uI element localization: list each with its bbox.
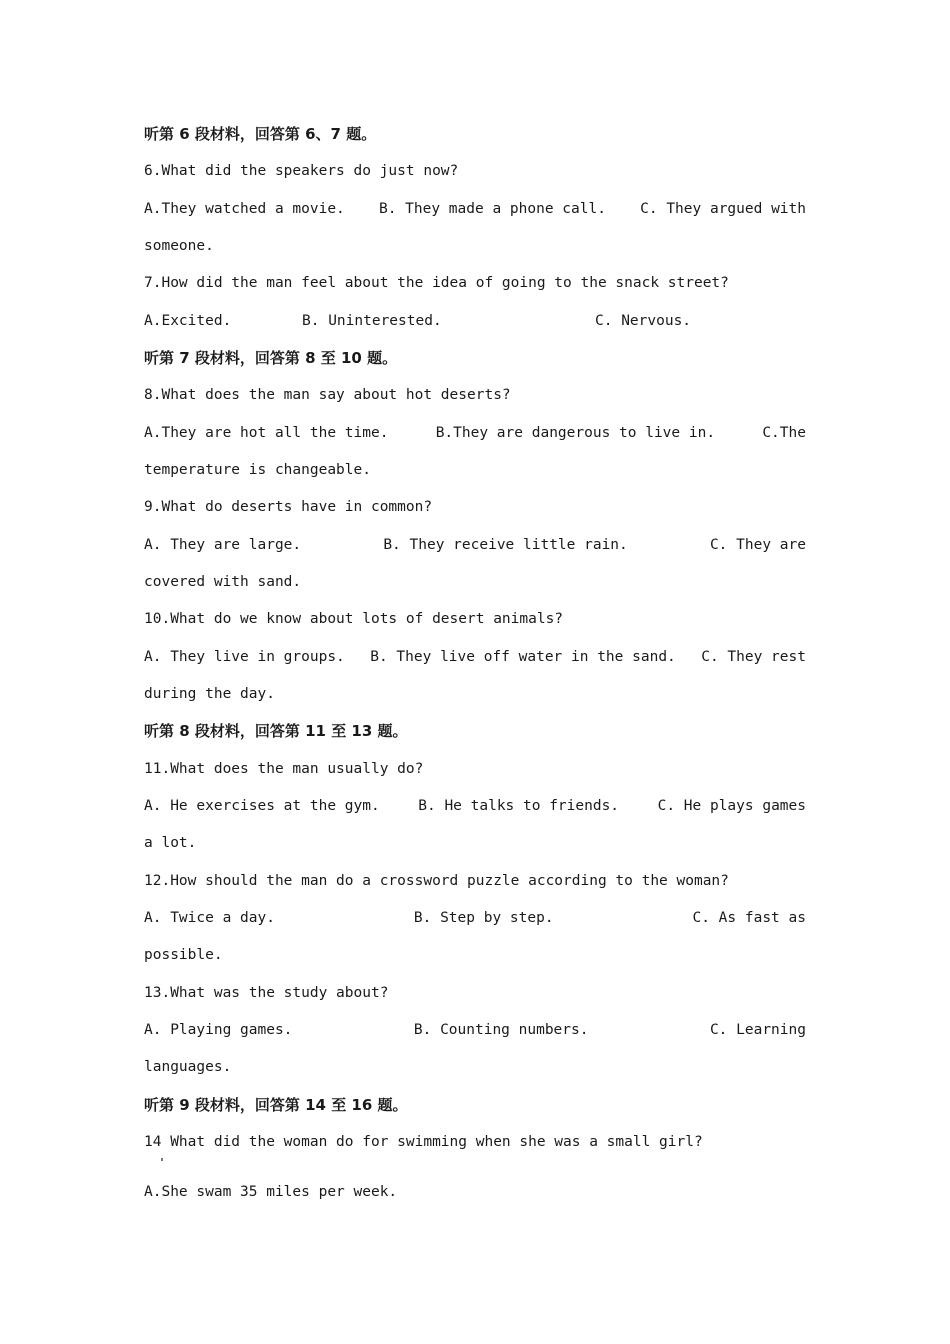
question-8-option-c-continued: temperature is changeable. xyxy=(144,462,371,478)
section-heading-7: 听第 7 段材料，回答第 8 至 10 题。 xyxy=(144,349,398,367)
option-a: A. He exercises at the gym. xyxy=(144,798,380,814)
option-b: B. Step by step. xyxy=(413,910,554,926)
question-10-option-c-continued: during the day. xyxy=(144,686,275,702)
question-6-stem: 6.What did the speakers do just now? xyxy=(144,163,459,179)
question-6-options xyxy=(144,199,806,219)
option-b: B.They are dangerous to live in. xyxy=(435,425,716,441)
question-11-option-c-continued: a lot. xyxy=(144,835,197,851)
option-c: C. They argued with xyxy=(640,201,806,217)
option-b: B. Counting numbers. xyxy=(413,1022,589,1038)
option-a: A.They are hot all the time. xyxy=(144,425,389,441)
option-a: A. Twice a day. xyxy=(144,910,275,926)
option-c: C. He plays games xyxy=(657,798,806,814)
option-a: A. Playing games. xyxy=(144,1022,293,1038)
option-c: C. Nervous. xyxy=(595,313,692,329)
option-c: C.The xyxy=(762,425,806,441)
option-a: A. They live in groups. xyxy=(144,649,345,665)
question-12-option-c-continued: possible. xyxy=(144,947,223,963)
question-9-stem: 9.What do deserts have in common? xyxy=(144,499,433,515)
section-heading-8: 听第 8 段材料，回答第 11 至 13 题。 xyxy=(144,722,408,740)
option-c: C. As fast as xyxy=(692,910,806,926)
question-7-stem: 7.How did the man feel about the idea of going to the snack street? xyxy=(144,275,729,291)
stray-mark xyxy=(161,1158,163,1161)
option-b: B. They live off water in the sand. xyxy=(370,649,676,665)
question-11-stem: 11.What does the man usually do? xyxy=(144,761,424,777)
option-a: A.They watched a movie. xyxy=(144,201,345,217)
question-13-stem: 13.What was the study about? xyxy=(144,985,389,1001)
option-b: B. They receive little rain. xyxy=(383,537,628,553)
option-b: B. He talks to friends. xyxy=(418,798,620,814)
option-b: B. Uninterested. xyxy=(302,313,442,329)
question-12-stem: 12.How should the man do a crossword puzzle according to the woman? xyxy=(144,873,729,889)
question-10-stem: 10.What do we know about lots of desert animals? xyxy=(144,611,564,627)
section-heading-6: 听第 6 段材料，回答第 6、7 题。 xyxy=(144,125,377,143)
option-a: A. They are large. xyxy=(144,537,302,553)
question-9-options xyxy=(144,535,806,555)
option-b: B. They made a phone call. xyxy=(378,201,606,217)
question-12-options xyxy=(144,908,806,928)
option-c: C. They are xyxy=(709,537,806,553)
question-8-options xyxy=(144,423,806,443)
question-9-option-c-continued: covered with sand. xyxy=(144,574,302,590)
question-8-stem: 8.What does the man say about hot deserts? xyxy=(144,387,511,403)
question-6-option-c-continued: someone. xyxy=(144,238,214,254)
option-a: A.Excited. xyxy=(144,313,232,329)
question-10-options xyxy=(144,647,806,667)
option-c: C. They rest xyxy=(701,649,806,665)
question-13-option-c-continued: languages. xyxy=(144,1059,232,1075)
option-c: C. Learning xyxy=(709,1022,806,1038)
question-14-stem: 14 What did the woman do for swimming when she was a small girl? xyxy=(144,1134,703,1150)
section-heading-9: 听第 9 段材料，回答第 14 至 16 题。 xyxy=(144,1096,408,1114)
question-13-options xyxy=(144,1020,806,1040)
question-11-options xyxy=(144,796,806,816)
question-14-option-a: A.She swam 35 miles per week. xyxy=(144,1184,398,1200)
